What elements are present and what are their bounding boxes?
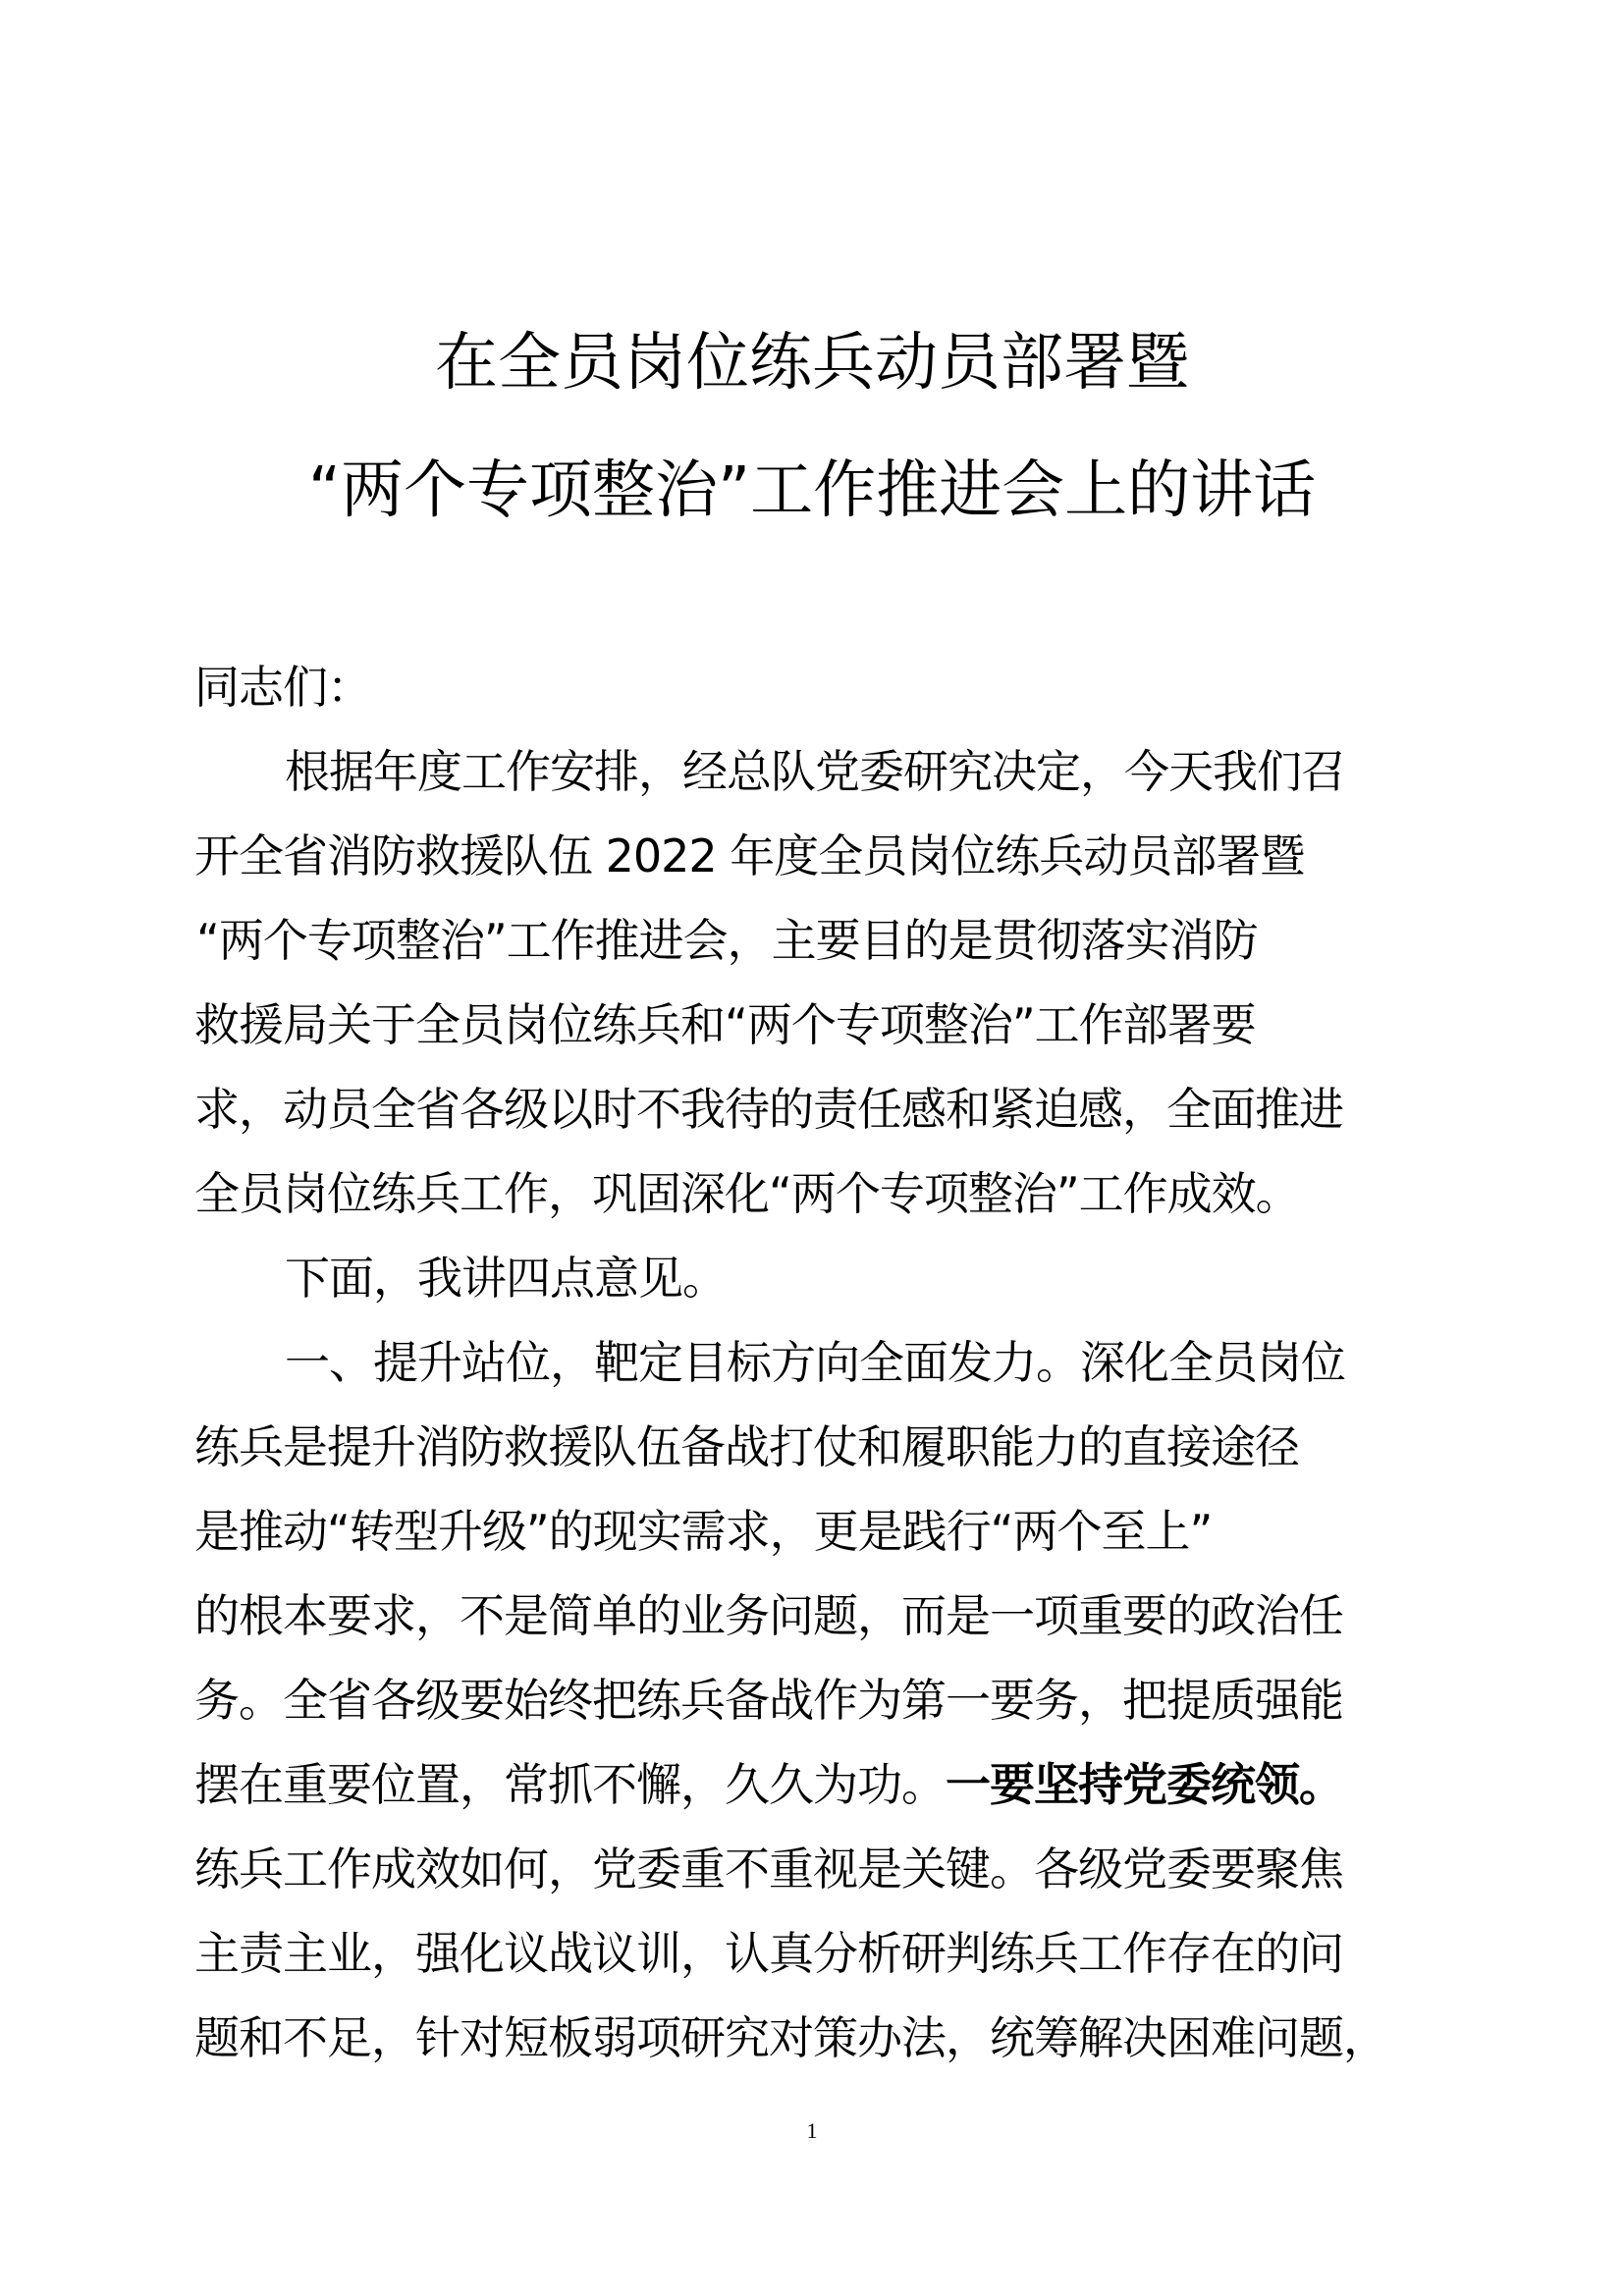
body-line: 的根本要求，不是简单的业务问题，而是一项重要的政治任 bbox=[194, 1589, 1343, 1642]
title-line-2: “两个专项整治”工作推进会上的讲话 bbox=[307, 454, 1317, 527]
body-line: 根据年度工作安排，经总队党委研究决定，今天我们召 bbox=[285, 745, 1345, 798]
salutation: 同志们： bbox=[194, 661, 371, 714]
body-line: 开全省消防救援队伍 2022 年度全员岗位练兵动员部署暨 bbox=[194, 829, 1305, 882]
bold-subheading: 一要坚持党委统领。 bbox=[946, 1758, 1343, 1811]
body-line: “两个专项整治”工作推进会，主要目的是贯彻落实消防 bbox=[196, 914, 1258, 967]
body-line: 主责主业，强化议战议训，认真分析研判练兵工作存在的问 bbox=[194, 1927, 1343, 1980]
body-line: 救援局关于全员岗位练兵和“两个专项整治”工作部署要 bbox=[194, 998, 1256, 1051]
section-heading-line: 一、提升站位，靶定目标方向全面发力。深化全员岗位 bbox=[285, 1336, 1345, 1389]
body-line-with-bold bbox=[194, 1755, 1432, 1814]
body-line: 练兵是提升消防救援队伍备战打仗和履职能力的直接途径 bbox=[194, 1420, 1299, 1473]
body-text: 摆在重要位置，常抓不懈，久久为功。 bbox=[194, 1758, 946, 1811]
title-line-1: 在全员岗位练兵动员部署暨 bbox=[435, 327, 1189, 400]
body-line: 下面，我讲四点意见。 bbox=[285, 1252, 727, 1305]
body-line: 求，动员全省各级以时不我待的责任感和紧迫感，全面推进 bbox=[194, 1083, 1343, 1136]
body-line: 务。全省各级要始终把练兵备战作为第一要务，把提质强能 bbox=[194, 1674, 1343, 1727]
body-line: 是推动“转型升级”的现实需求，更是践行“两个至上” bbox=[194, 1505, 1213, 1558]
body-line: 全员岗位练兵工作，巩固深化“两个专项整治”工作成效。 bbox=[194, 1167, 1300, 1220]
page-number: 1 bbox=[806, 2118, 818, 2143]
body-line: 练兵工作成效如何，党委重不重视是关键。各级党委要聚焦 bbox=[194, 1842, 1343, 1896]
body-line: 题和不足，针对短板弱项研究对策办法，统筹解决困难问题， bbox=[194, 2011, 1387, 2064]
